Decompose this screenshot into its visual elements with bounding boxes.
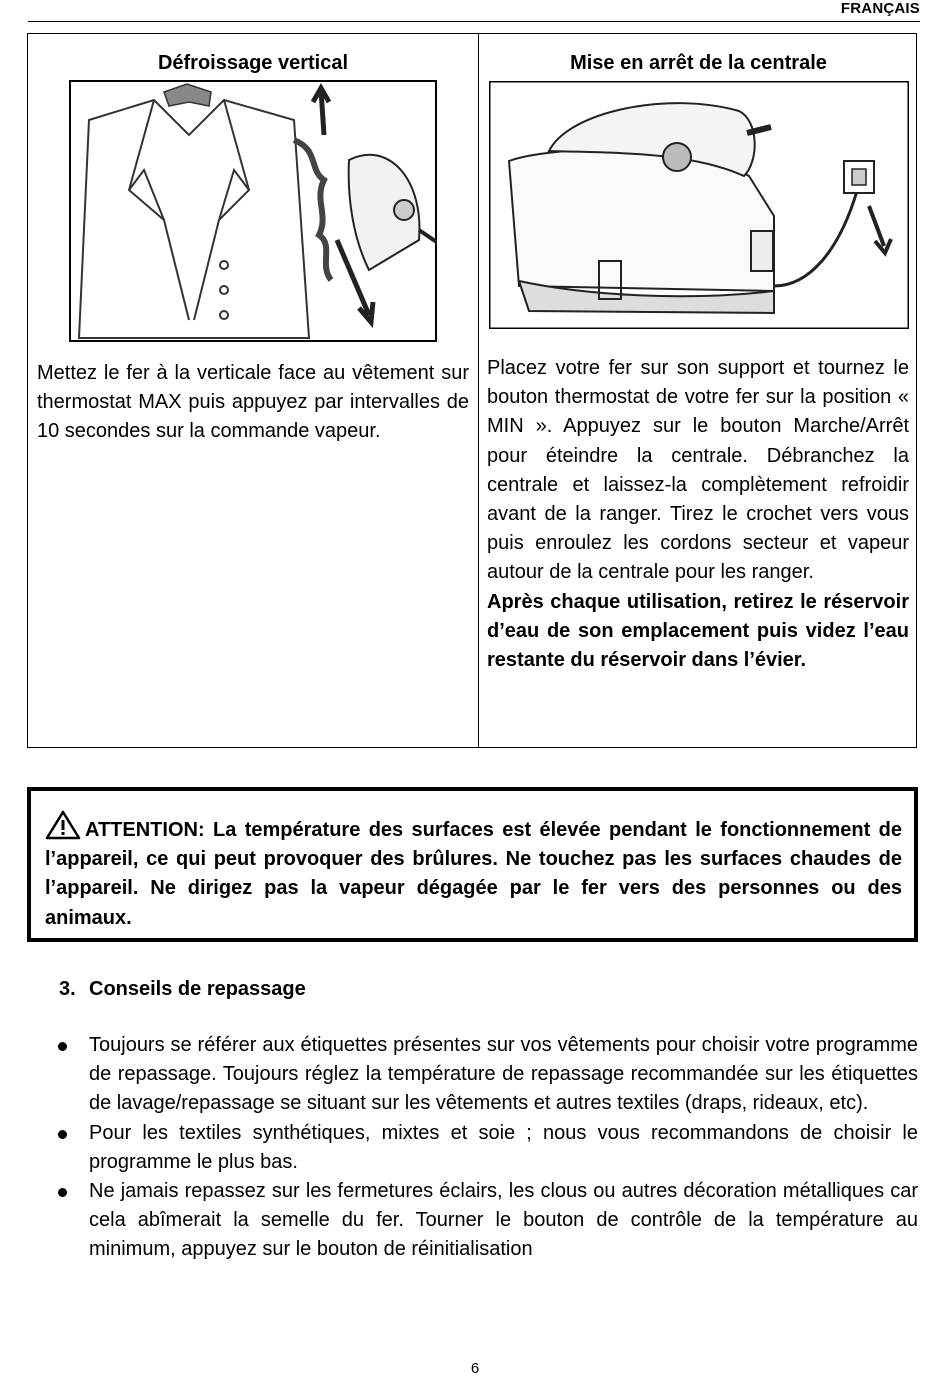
column-divider [478,34,479,747]
warning-label: ATTENTION: [85,819,205,841]
bullet-icon [58,1042,67,1051]
left-column-title: Défroissage vertical [157,52,349,74]
page-number: 6 [470,1360,480,1377]
section-title: Conseils de repassage [89,978,306,1000]
unplug-station-illustration [489,81,909,329]
warning-box [27,787,918,942]
right-column-paragraph: Placez votre fer sur son support et tournez le bouton thermostat de votre fer sur la position « MIN ». Appuyez sur le bouton Marche/Arrêt pour éteindre la centrale. Débranchez la centrale et laissez-la complètement refroidir avant de la ranger. Tirez le crochet vers vous puis enroulez les cordons secteur et vapeur autour de la centrale pour les ranger. [487,357,909,584]
right-column-title: Mise en arrêt de la centrale [570,52,827,74]
left-column-text: Mettez le fer à la verticale face au vêtement sur thermostat MAX puis appuyez par intervalles de 10 secondes sur la commande vapeur. [37,362,469,443]
warning-text-block [45,810,902,933]
tips-list [58,1031,918,1265]
list-item [58,1119,918,1177]
warning-text: La température des surfaces est élevée pendant le fonctionnement de l’appareil, ce qui peut provoquer des brûlures. Ne touchez pas les surfaces chaudes de l’appareil. Ne dirigez pas la vapeur dégagée par le fer vers des personnes ou des animaux. [45,819,902,929]
list-item [58,1177,918,1265]
instruction-table [27,33,917,748]
list-item-text: Toujours se référer aux étiquettes présentes sur vos vêtements pour choisir votre programme de repassage. Toujours réglez la température de repassage recommandée sur les étiquettes de lavage/repassage se situant sur les vêtements et autres textiles (draps, rideaux, etc). [89,1034,918,1115]
list-item-text: Ne jamais repassez sur les fermetures éclairs, les clous ou autres décoration métalliques car cela abîmerait la semelle du fer. Tourner le bouton de contrôle de la température au minimum, appuyez sur le bouton de réinitialisation [89,1180,918,1261]
section-number: 3. [59,978,76,1000]
warning-triangle-icon [45,810,81,840]
vertical-steaming-illustration [69,80,437,342]
bullet-icon [58,1130,67,1139]
right-column-bold-paragraph: Après chaque utilisation, retirez le réservoir d’eau de son emplacement puis videz l’eau restante du réservoir dans l’évier. [487,590,909,672]
list-item [58,1031,918,1119]
language-label: FRANÇAIS [840,0,920,17]
right-column-text [487,354,909,675]
list-item-text: Pour les textiles synthétiques, mixtes et soie ; nous vous recommandons de choisir le programme le plus bas. [89,1121,918,1173]
section-heading [59,978,306,1001]
header-rule [28,21,920,22]
bullet-icon [58,1188,67,1197]
